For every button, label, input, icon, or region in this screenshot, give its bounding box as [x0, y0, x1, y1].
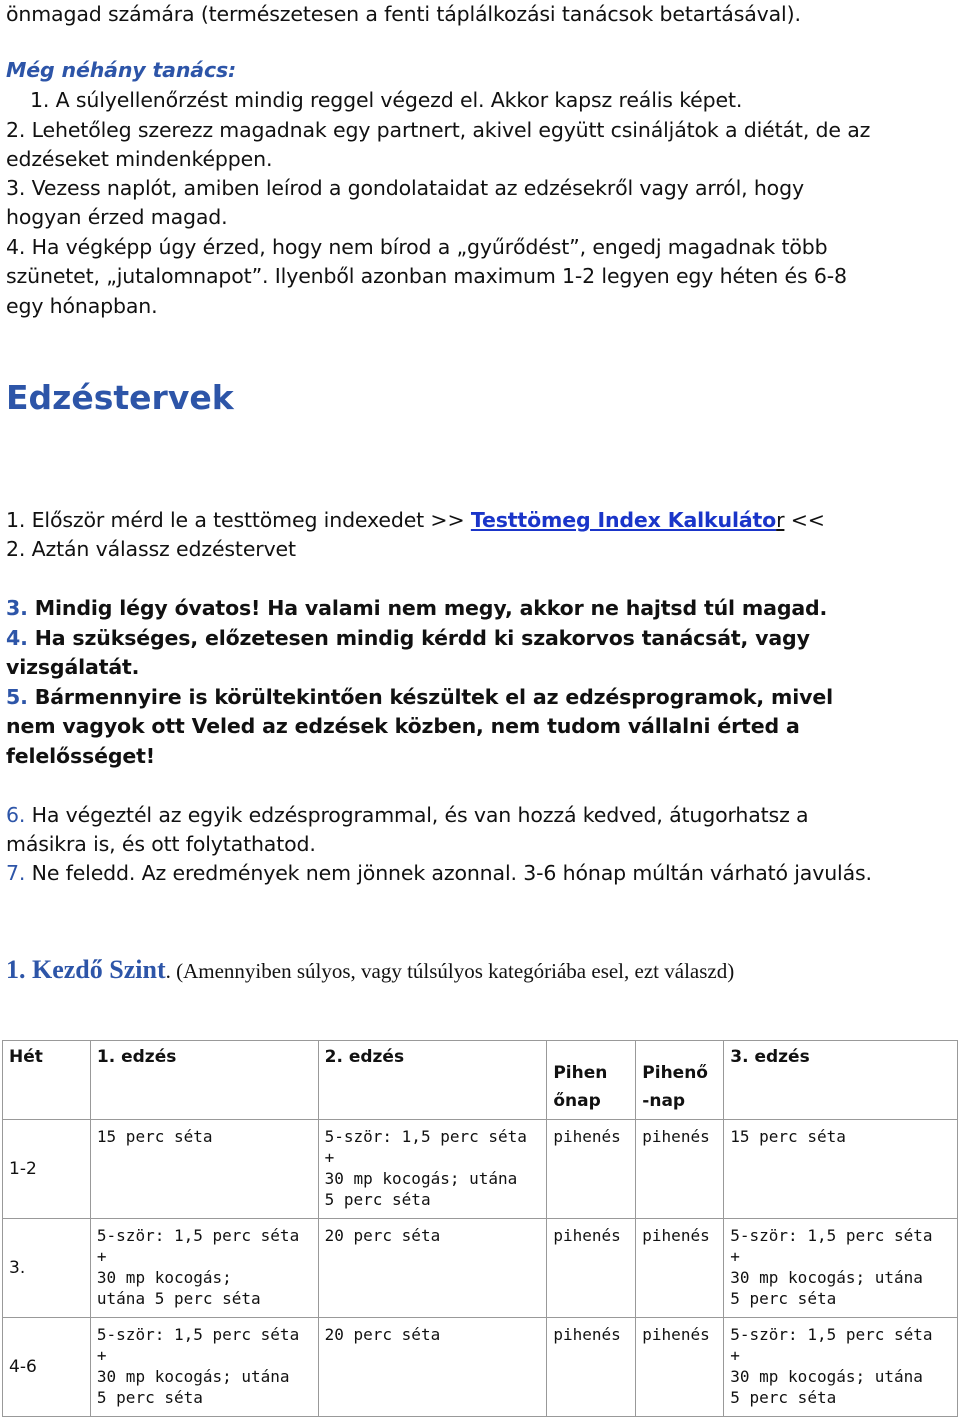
step-6-text: Ha végeztél az egyik edzésprogrammal, és van hozzá kedved, átugorhatsz a	[25, 803, 809, 827]
level-title: 1. Kezdő Szint	[6, 955, 166, 984]
step-5-number: 5.	[6, 685, 28, 709]
week-cell: 1-2	[3, 1120, 91, 1219]
step-5	[6, 685, 833, 709]
step-1-link-tail: r	[776, 508, 785, 532]
workout-3-cell: 5-ször: 1,5 perc séta + 30 mp kocogás; utána 5 perc séta	[724, 1318, 958, 1417]
step-6	[6, 803, 808, 827]
step-1-text: 1. Először mérd le a testtömeg indexedet >>	[6, 508, 471, 532]
step-2: 2. Aztán válassz edzéstervet	[6, 537, 296, 561]
intro-text: önmagad számára (természetesen a fenti táplálkozási tanácsok betartásával).	[6, 2, 801, 26]
tip-line: edzéseket mindenképpen.	[6, 147, 273, 171]
tip-line: egy hónapban.	[6, 294, 158, 318]
table-header-row	[3, 1041, 958, 1120]
header-rest-day-1: Pihen őnap	[547, 1041, 636, 1120]
level-heading	[6, 955, 734, 985]
step-3-text: Mindig légy óvatos! Ha valami nem megy, akkor ne hajtsd túl magad.	[27, 596, 828, 620]
step-5-text: Bármennyire is körültekintően készültek el az edzésprogramok, mivel	[27, 685, 833, 709]
header-rest-day-2: Pihenő -nap	[636, 1041, 724, 1120]
workout-3-cell: 15 perc séta	[724, 1120, 958, 1219]
table-row	[3, 1219, 958, 1318]
workout-2-cell: 5-ször: 1,5 perc séta + 30 mp kocogás; utána 5 perc séta	[318, 1120, 547, 1219]
step-4-number: 4.	[6, 626, 28, 650]
step-4	[6, 626, 810, 650]
workout-1-cell: 15 perc séta	[90, 1120, 318, 1219]
step-6-cont: másikra is, és ott folytathatod.	[6, 832, 316, 856]
bmi-calculator-link[interactable]: Testtömeg Index Kalkuláto	[470, 508, 777, 532]
rest-1-cell: pihenés	[547, 1120, 636, 1219]
header-workout-1: 1. edzés	[90, 1041, 318, 1120]
step-7-text: Ne feledd. Az eredmények nem jönnek azonnal. 3-6 hónap múltán várható javulás.	[25, 861, 872, 885]
step-4-text: Ha szükséges, előzetesen mindig kérdd ki szakorvos tanácsát, vagy	[27, 626, 810, 650]
step-3-number: 3.	[6, 596, 28, 620]
tips-title	[6, 58, 236, 82]
step-7	[6, 861, 872, 885]
workout-2-cell: 20 perc séta	[318, 1219, 547, 1318]
workout-2-cell: 20 perc séta	[318, 1318, 547, 1417]
rest-1-cell: pihenés	[547, 1318, 636, 1417]
step-1-suffix: <<	[784, 508, 825, 532]
tip-line: 1. A súlyellenőrzést mindig reggel végezd el. Akkor kapsz reális képet.	[30, 88, 743, 112]
week-cell: 4-6	[3, 1318, 91, 1417]
tip-line: 3. Vezess naplót, amiben leírod a gondolataidat az edzésekről vagy arról, hogy	[6, 176, 804, 200]
level-note: . (Amennyiben súlyos, vagy túlsúlyos kategóriába esel, ezt válaszd)	[165, 959, 735, 983]
tip-line: 2. Lehetőleg szerezz magadnak egy partnert, akivel együtt csináljátok a diétát, de az	[6, 118, 871, 142]
tip-line: hogyan érzed magad.	[6, 205, 228, 229]
training-plan-table	[2, 1040, 958, 1417]
tip-line: szünetet, „jutalomnapot”. Ilyenből azonban maximum 1-2 legyen egy héten és 6-8	[6, 264, 847, 288]
step-7-number: 7.	[6, 861, 26, 885]
table-row	[3, 1318, 958, 1417]
tip-line: 4. Ha végképp úgy érzed, hogy nem bírod a „gyűrődést”, engedj magadnak több	[6, 235, 828, 259]
workout-1-cell: 5-ször: 1,5 perc séta + 30 mp kocogás; utána 5 perc séta	[90, 1219, 318, 1318]
rest-2-cell: pihenés	[636, 1219, 724, 1318]
workout-1-cell: 5-ször: 1,5 perc séta + 30 mp kocogás; utána 5 perc séta	[90, 1318, 318, 1417]
rest-2-cell: pihenés	[636, 1318, 724, 1417]
rest-1-cell: pihenés	[547, 1219, 636, 1318]
week-cell: 3.	[3, 1219, 91, 1318]
section-title: Edzéstervek	[6, 378, 234, 417]
tips-title-text: Még néhány tanács:	[6, 58, 237, 82]
header-workout-2: 2. edzés	[318, 1041, 547, 1120]
rest-2-cell: pihenés	[636, 1120, 724, 1219]
table-row	[3, 1120, 958, 1219]
step-5-cont: nem vagyok ott Veled az edzések közben, nem tudom vállalni érted a	[6, 714, 800, 738]
step-3	[6, 596, 827, 620]
step-1	[6, 508, 825, 532]
step-4-cont: vizsgálatát.	[6, 655, 140, 679]
header-week: Hét	[3, 1041, 91, 1120]
workout-3-cell: 5-ször: 1,5 perc séta + 30 mp kocogás; utána 5 perc séta	[724, 1219, 958, 1318]
step-6-number: 6.	[6, 803, 26, 827]
step-5-cont: felelősséget!	[6, 744, 155, 768]
header-workout-3: 3. edzés	[724, 1041, 958, 1120]
